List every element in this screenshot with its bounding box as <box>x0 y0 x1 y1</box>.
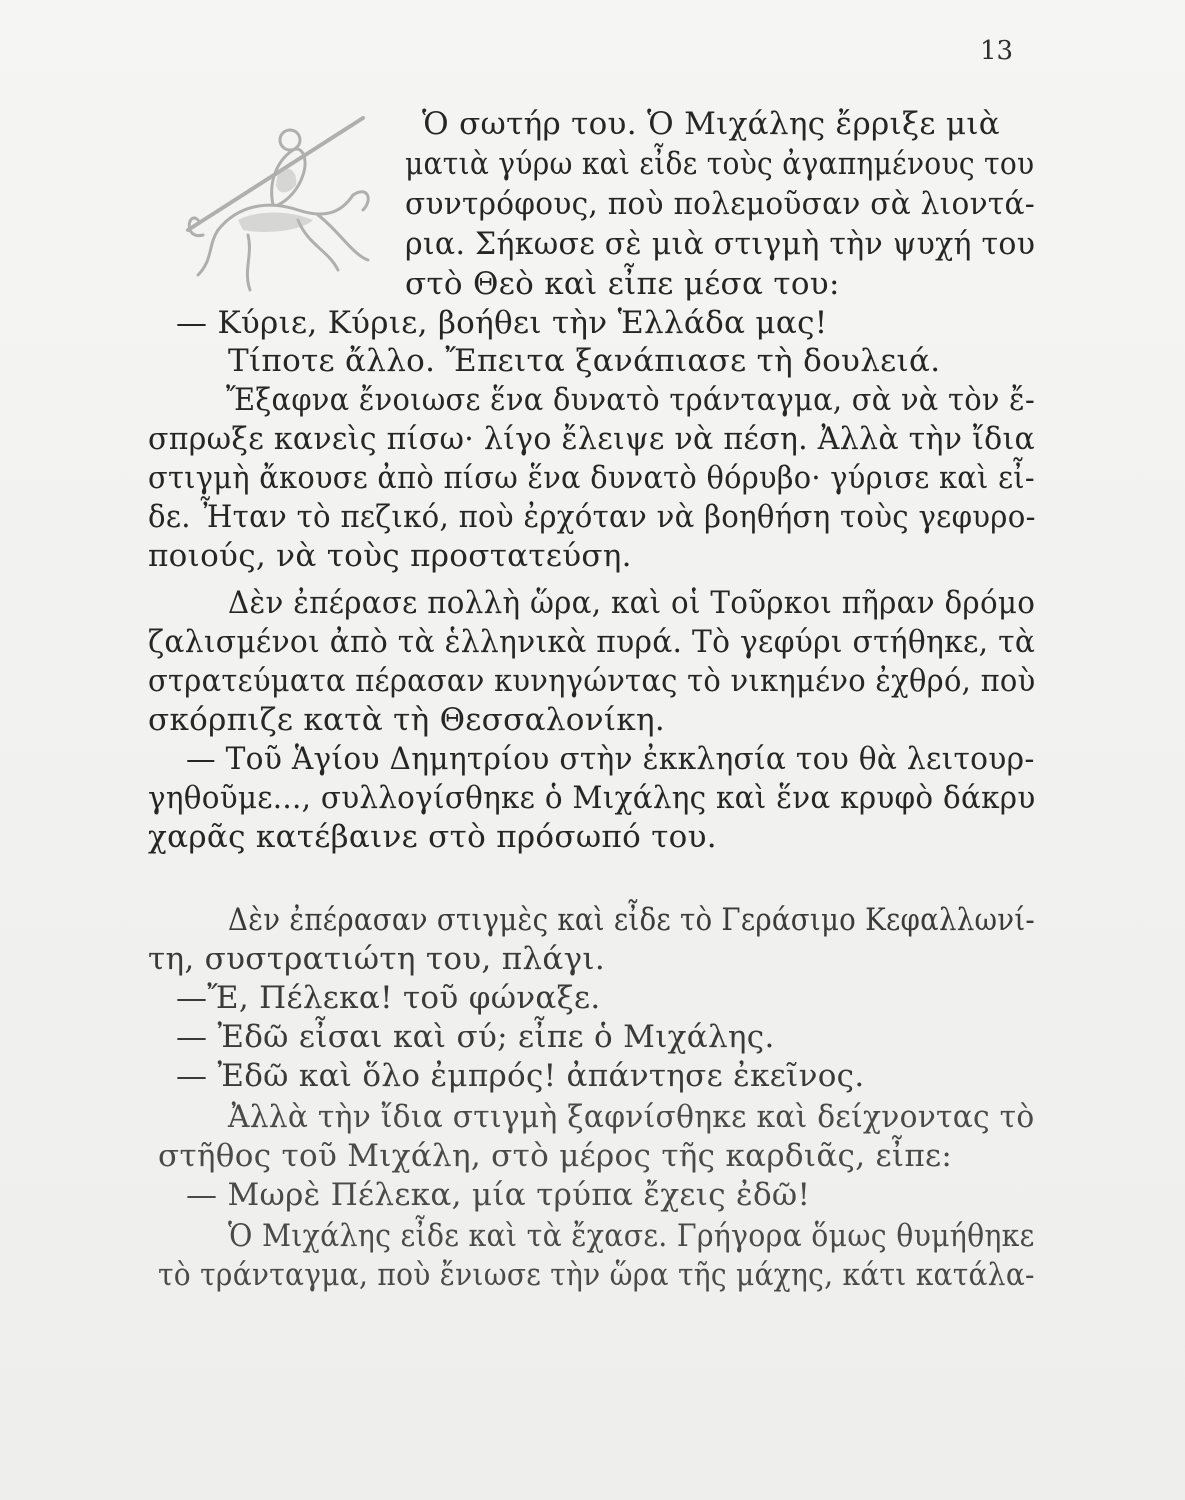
text-line: ζαλισμένοι ἀπὸ τὰ ἑλληνικὰ πυρά. Τὸ γεφύρι στήθηκε, τὰ <box>148 624 1036 660</box>
text-line: Ὁ Μιχάλης εἶδε καὶ τὰ ἔχασε. Γρήγορα ὅμως θυμήθηκε <box>228 1218 1035 1254</box>
text-line: σπρωξε κανεὶς πίσω· λίγο ἔλειψε νὰ πέση. Ἀλλὰ τὴν ἴδια <box>148 421 1036 457</box>
text-line: τη, συστρατιώτη του, πλάγι. <box>148 941 606 977</box>
text-line: συντρόφους, ποὺ πολεμοῦσαν σὰ λιοντά- <box>405 186 1035 222</box>
horseman-lancer-icon <box>178 110 378 300</box>
text-line: ρια. Σήκωσε σὲ μιὰ στιγμὴ τὴν ψυχή του <box>405 226 1036 262</box>
text-line: σκόρπιζε κατὰ τὴ Θεσσαλονίκη. <box>148 702 666 738</box>
text-line: ποιούς, νὰ τοὺς προστατεύση. <box>148 538 632 574</box>
text-line: —Ἔ, Πέλεκα! τοῦ φώναξε. <box>176 980 601 1016</box>
text-line: Τίποτε ἄλλο. Ἔπειτα ξανάπιασε τὴ δουλειά. <box>228 343 941 379</box>
text-line: — Κύριε, Κύριε, βοήθει τὴν Ἑλλάδα μας! <box>176 305 828 341</box>
text-line: Ἀλλὰ τὴν ἴδια στιγμὴ ξαφνίσθηκε καὶ δείχνοντας τὸ <box>228 1099 1035 1135</box>
text-line: δε. Ἦταν τὸ πεζικό, ποὺ ἐρχόταν νὰ βοηθήση τοὺς γεφυρο- <box>148 499 1036 535</box>
text-line: στὸ Θεὸ καὶ εἶπε μέσα του: <box>405 266 840 302</box>
text-line: Δὲν ἐπέρασε πολλὴ ὥρα, καὶ οἱ Τοῦρκοι πῆραν δρόμο <box>228 585 1036 621</box>
text-line: χαρᾶς κατέβαινε στὸ πρόσωπό του. <box>148 819 717 855</box>
text-line: — Ἐδῶ καὶ ὅλο ἐμπρός! ἀπάντησε ἐκεῖνος. <box>176 1058 865 1094</box>
text-line: στρατεύματα πέρασαν κυνηγώντας τὸ νικημένο ἐχθρό, ποὺ <box>148 663 1036 699</box>
text-line: στῆθος τοῦ Μιχάλη, στὸ μέρος τῆς καρδιᾶς, εἶπε: <box>158 1138 953 1174</box>
text-line: Ὁ σωτήρ του. Ὁ Μιχάλης ἔρριξε μιὰ <box>422 106 1001 142</box>
text-line: γηθοῦμε..., συλλογίσθηκε ὁ Μιχάλης καὶ ἕνα κρυφὸ δάκρυ <box>148 780 1036 816</box>
text-line: Ἔξαφνα ἔνοιωσε ἕνα δυνατὸ τράνταγμα, σὰ νὰ τὸν ἔ- <box>226 382 1035 418</box>
page-number: 13 <box>980 36 1014 66</box>
text-line: ματιὰ γύρω καὶ εἶδε τοὺς ἀγαπημένους του <box>405 146 1035 182</box>
text-line: — Ἐδῶ εἶσαι καὶ σύ; εἶπε ὁ Μιχάλης. <box>176 1019 775 1055</box>
text-line: τὸ τράνταγμα, ποὺ ἔνιωσε τὴν ὥρα τῆς μάχης, κάτι κατάλα- <box>158 1257 1035 1293</box>
text-line: — Μωρὲ Πέλεκα, μία τρύπα ἔχεις ἐδῶ! <box>186 1177 811 1213</box>
text-line: — Τοῦ Ἁγίου Δημητρίου στὴν ἐκκλησία του θὰ λειτουρ- <box>186 741 1035 777</box>
text-line: Δὲν ἐπέρασαν στιγμὲς καὶ εἶδε τὸ Γεράσιμο Κεφαλλωνί- <box>228 902 1035 938</box>
text-line: στιγμὴ ἄκουσε ἀπὸ πίσω ἕνα δυνατὸ θόρυβο· γύρισε καὶ εἶ- <box>148 460 1035 496</box>
